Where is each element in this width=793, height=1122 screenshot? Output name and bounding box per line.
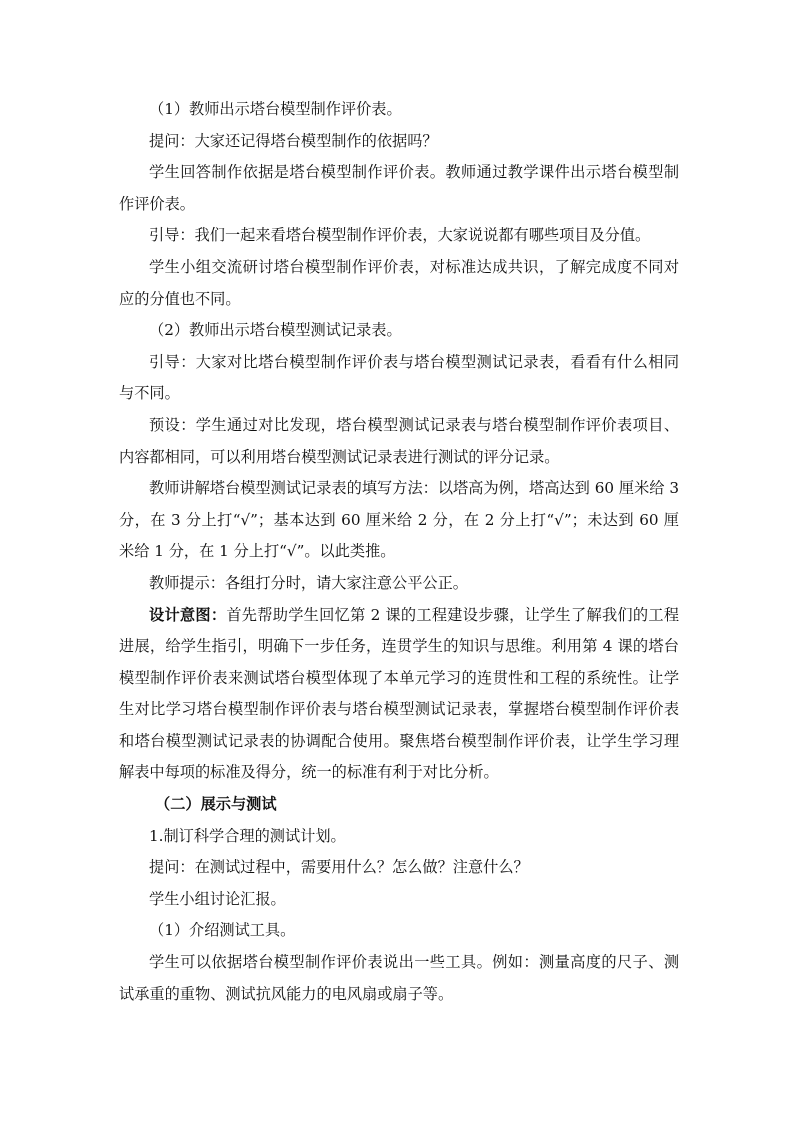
document-body [119, 94, 679, 1010]
paragraph-filling-method: 教师讲解塔台模型测试记录表的填写方法：以塔高为例，塔高达到 60 厘米给 3 分，在 3 分上打“√”；基本达到 60 厘米给 2 分，在 2 分上打“√”；未达到 60 厘米给 1 分，在 1 分上打“√”。以此类推。 [119, 479, 679, 561]
paragraph-student-answer: 学生回答制作依据是塔台模型制作评价表。教师通过教学课件出示塔台模型制作评价表。 [119, 163, 679, 213]
paragraph-question-process: 提问：在测试过程中，需要用什么？怎么做？注意什么？ [149, 858, 529, 877]
design-intent-label: 设计意图： [149, 605, 227, 624]
paragraph-teacher-shows-test-record: （2）教师出示塔台模型测试记录表。 [149, 321, 402, 340]
design-intent-text: 首先帮助学生回忆第 2 课的工程建设步骤，让学生了解我们的工程进展，给学生指引，明确下一步任务，连贯学生的知识与思维。利用第 4 课的塔台模型制作评价表来测试塔台模型体现了本单元学习的连贯性和工程的系统性。让学生对比学习塔台模型制作评价表与塔台模型测试记录表，掌握塔台模型制作评价表和塔台模型测试记录表的协调配合使用。聚焦塔台模型制作评价表，让学生学习理解表中每项的标准及得分，统一的标准有利于对比分析。 [119, 605, 680, 782]
paragraph-group-discussion: 学生小组交流研讨塔台模型制作评价表，对标准达成共识，了解完成度不同对应的分值也不同。 [119, 257, 679, 308]
paragraph-tools-examples: 学生可以依据塔台模型制作评价表说出一些工具。例如：测量高度的尺子、测试承重的重物、测试抗风能力的电风扇或扇子等。 [119, 953, 679, 1003]
paragraph-teacher-shows-evaluation-table: （1）教师出示塔台模型制作评价表。 [149, 100, 402, 118]
paragraph-make-test-plan: 1.制订科学合理的测试计划。 [149, 826, 346, 845]
paragraph-introduce-tools: （1）介绍测试工具。 [149, 921, 296, 940]
paragraph-design-intent [119, 600, 679, 790]
paragraph-guidance-items: 引导：我们一起来看塔台模型制作评价表，大家说说都有哪些项目及分值。 [149, 226, 651, 245]
paragraph-group-report: 学生小组讨论汇报。 [149, 889, 286, 908]
paragraph-teacher-reminder: 教师提示：各组打分时，请大家注意公平公正。 [149, 573, 468, 592]
paragraph-presupposition: 预设：学生通过对比发现，塔台模型测试记录表与塔台模型制作评价表项目、内容都相同，可以利用塔台模型测试记录表进行测试的评分记录。 [119, 415, 679, 466]
paragraph-question-basis: 提问：大家还记得塔台模型制作的依据吗？ [149, 131, 438, 150]
section-heading-display-and-test: （二）展示与测试 [155, 795, 277, 814]
paragraph-guidance-compare: 引导：大家对比塔台模型制作评价表与塔台模型测试记录表，看看有什么相同与不同。 [119, 352, 679, 403]
